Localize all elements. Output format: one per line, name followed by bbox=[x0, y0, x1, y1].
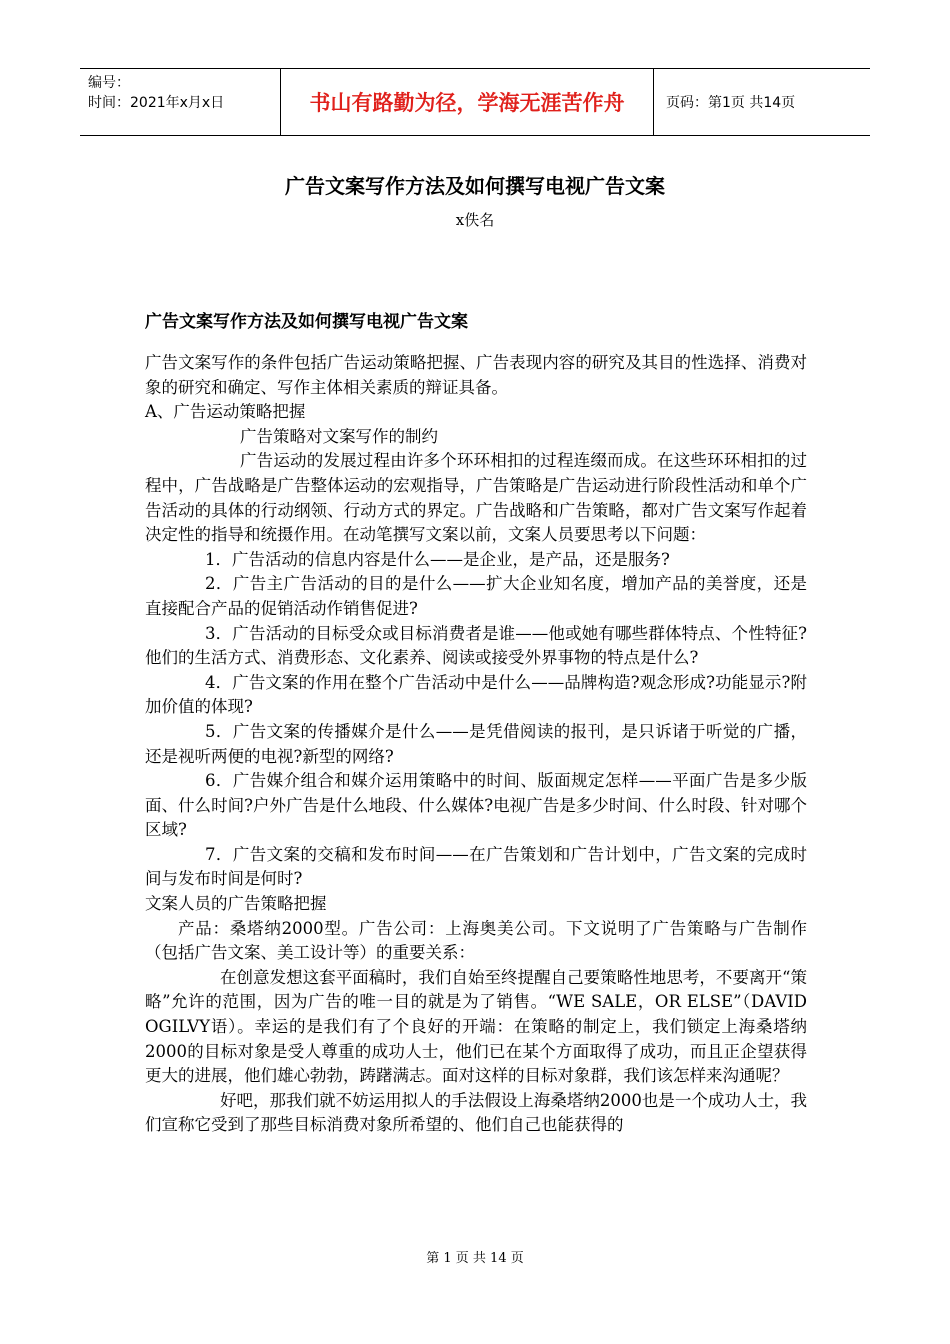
header-motto-cell bbox=[280, 69, 654, 135]
paragraph: A、广告运动策略把握 bbox=[145, 402, 306, 422]
paragraph: 7．广告文案的交稿和发布时间——在广告策划和广告计划中，广告文案的完成时间与发布时间是何时? bbox=[145, 844, 807, 889]
header-page-info-cell bbox=[654, 69, 870, 135]
paragraph: 产品：桑塔纳2000型。广告公司：上海奥美公司。下文说明了广告策略与广告制作（包括广告文案、美工设计等）的重要关系： bbox=[145, 918, 807, 963]
paragraph: 好吧，那我们就不妨运用拟人的手法假设上海桑塔纳2000也是一个成功人士，我们宣称它受到了那些目标消费对象所希望的、他们自己也能获得的 bbox=[145, 1090, 807, 1135]
page-footer: 第 1 页 共 14 页 bbox=[426, 1251, 524, 1266]
paragraph: 2．广告主广告活动的目的是什么——扩大企业知名度，增加产品的美誉度，还是直接配合产品的促销活动作销售促进? bbox=[145, 574, 807, 618]
paragraph: 6．广告媒介组合和媒介运用策略中的时间、版面规定怎样——平面广告是多少版面、什么时间?户外广告是什么地段、什么媒体?电视广告是多少时间、什么时段、针对哪个区域? bbox=[145, 771, 807, 840]
paragraph: 广告运动的发展过程由许多个环环相扣的过程连缀而成。在这些环环相扣的过程中，广告战略是广告整体运动的宏观指导，广告策略是广告运动进行阶段性活动和单个广告活动的具体的行动纲领、行动方式的界定。广告战略和广告策略，都对广告文案写作起着决定性的指导和统摄作用。在动笔撰写文案以前，文案人员要思考以下问题： bbox=[145, 451, 807, 545]
header-left-cell bbox=[80, 69, 280, 135]
time-label: 时间：2021年x月x日 bbox=[88, 95, 225, 111]
paragraph: 在创意发想这套平面稿时，我们自始至终提醒自己要策略性地思考，不要离开“策略”允许的范围，因为广告的唯一目的就是为了销售。“WE SALE，OR ELSE”（DAVID OGILVY语）。幸运的是我们有了个良好的开端：在策略的制定上，我们锁定上海桑塔纳2000的目标对象是受人尊重的成功人士，他们已在某个方面取得了成功，而且正企望获得更大的进展，他们雄心勃勃，踌躇满志。面对这样的目标对象群，我们该怎样来沟通呢？ bbox=[145, 967, 807, 1086]
paragraph: 广告策略对文案写作的制约 bbox=[240, 426, 438, 446]
paragraph: 5．广告文案的传播媒介是什么——是凭借阅读的报刊，是只诉诸于听觉的广播，还是视听两便的电视?新型的网络? bbox=[145, 721, 807, 766]
number-label: 编号： bbox=[88, 75, 130, 91]
document-author: x佚名 bbox=[455, 211, 495, 229]
document-body bbox=[145, 351, 807, 1138]
motto: 书山有路勤为径，学海无涯苦作舟 bbox=[309, 91, 625, 115]
paragraph: 广告文案写作的条件包括广告运动策略把握、广告表现内容的研究及其目的性选择、消费对象的研究和确定、写作主体相关素质的辩证具备。 bbox=[145, 353, 807, 397]
page-info: 页码：第1页 共14页 bbox=[666, 95, 796, 111]
section-heading: 广告文案写作方法及如何撰写电视广告文案 bbox=[145, 312, 468, 332]
header-table bbox=[80, 68, 870, 136]
paragraph: 1．广告活动的信息内容是什么——是企业，是产品，还是服务? bbox=[205, 549, 670, 569]
paragraph: 文案人员的广告策略把握 bbox=[145, 894, 327, 914]
paragraph: 4．广告文案的作用在整个广告活动中是什么——品牌构造?观念形成?功能显示?附加价值的体现? bbox=[145, 672, 807, 717]
document-title: 广告文案写作方法及如何撰写电视广告文案 bbox=[285, 174, 665, 198]
paragraph: 3．广告活动的目标受众或目标消费者是谁——他或她有哪些群体特点、个性特征?他们的生活方式、消费形态、文化素养、阅读或接受外界事物的特点是什么? bbox=[145, 623, 807, 668]
